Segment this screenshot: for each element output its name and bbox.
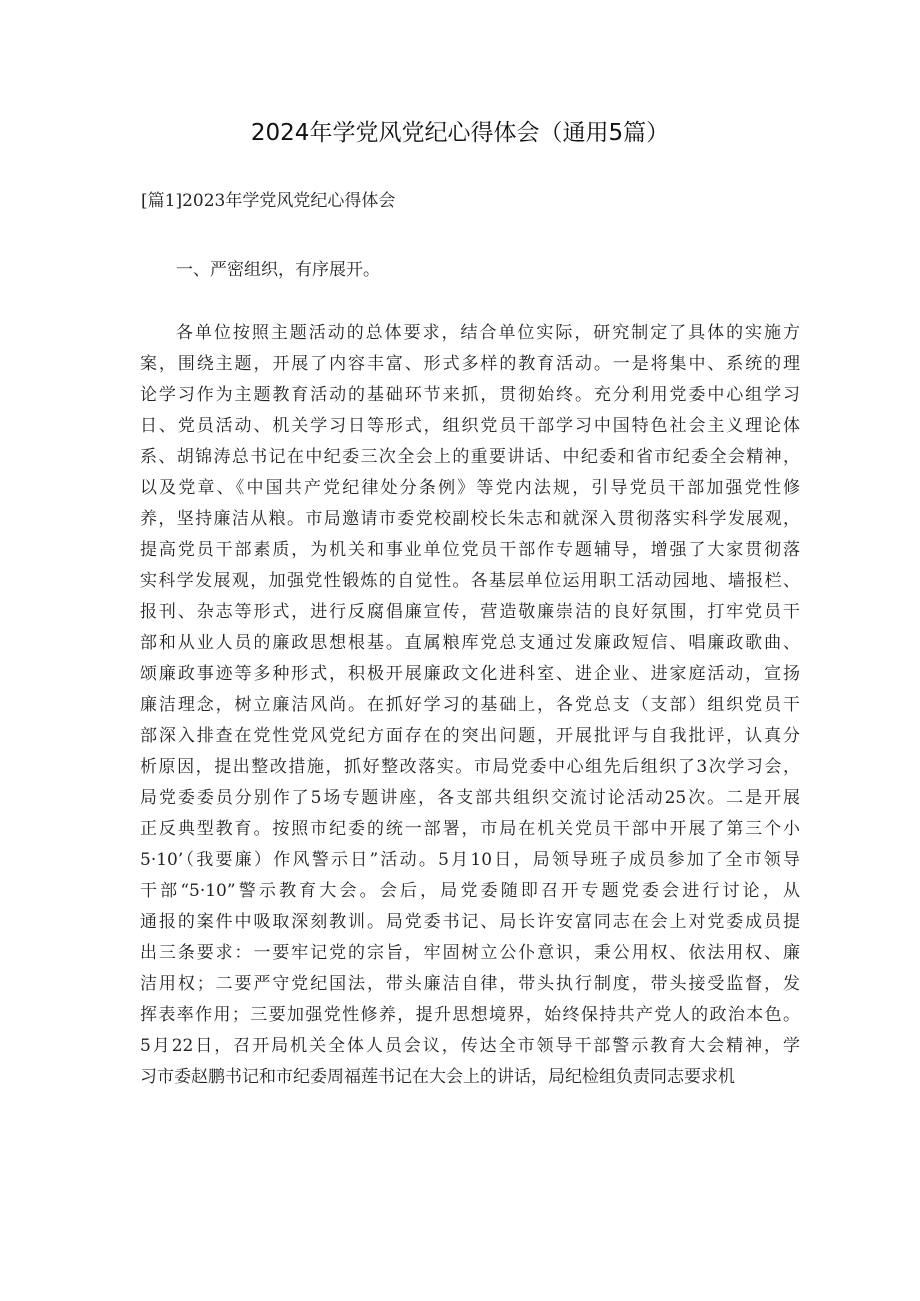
paragraph-line: 5·10’（我要廉）作风警示日”活动。5月10日，局领导班子成员参加了全市领导 xyxy=(140,850,800,870)
paragraph-line: 正反典型教育。按照市纪委的统一部署，市局在机关党员干部中开展了第三个小 xyxy=(140,819,800,839)
paragraph-line: 养，坚持廉洁从粮。市局邀请市委党校副校长朱志和就深入贯彻落实科学发展观， xyxy=(140,509,800,529)
paragraph-line: 洁用权；二要严守党纪国法，带头廉洁自律，带头执行制度，带头接受监督，发 xyxy=(140,974,800,994)
paragraph-line: 部和从业人员的廉政思想根基。直属粮库党总支通过发廉政短信、唱廉政歌曲、 xyxy=(140,633,800,653)
section-heading: 一、严密组织，有序展开。 xyxy=(176,260,380,280)
paragraph-line: 出三条要求：一要牢记党的宗旨，牢固树立公仆意识，秉公用权、依法用权、廉 xyxy=(140,943,800,963)
paragraph-line: 论学习作为主题教育活动的基础环节来抓，贯彻始终。充分利用党委中心组学习 xyxy=(140,385,800,405)
paragraph-line: 提高党员干部素质，为机关和事业单位党员干部作专题辅导，增强了大家贯彻落 xyxy=(140,540,800,560)
paragraph-line: 实科学发展观，加强党性锻炼的自觉性。各基层单位运用职工活动园地、墙报栏、 xyxy=(140,571,800,591)
document-title: 2024年学党风党纪心得体会（通用5篇） xyxy=(250,120,670,146)
paragraph-line: 局党委委员分别作了5场专题讲座，各支部共组织交流讨论活动25次。二是开展 xyxy=(140,788,800,808)
paragraph-line: 5月22日，召开局机关全体人员会议，传达全市领导干部警示教育大会精神，学 xyxy=(140,1036,800,1056)
paragraph-line: 干部“5·10”警示教育大会。会后，局党委随即召开专题党委会进行讨论，从 xyxy=(140,881,800,901)
paragraph-line: 析原因，提出整改措施，抓好整改落实。市局党委中心组先后组织了3次学习会， xyxy=(140,757,800,777)
paragraph-line: 系、胡锦涛总书记在中纪委三次全会上的重要讲话、中纪委和省市纪委全会精神， xyxy=(140,447,800,467)
paragraph-line: 廉洁理念，树立廉洁风尚。在抓好学习的基础上，各党总支（支部）组织党员干 xyxy=(140,695,800,715)
paragraph-line: 各单位按照主题活动的总体要求，结合单位实际，研究制定了具体的实施方 xyxy=(176,323,800,343)
paragraph-line: 以及党章、《中国共产党纪律处分条例》等党内法规，引导党员干部加强党性修 xyxy=(140,478,800,498)
paragraph-line: 案，围绕主题，开展了内容丰富、形式多样的教育活动。一是将集中、系统的理 xyxy=(140,354,800,374)
body-paragraph xyxy=(140,318,800,1093)
paragraph-line: 日、党员活动、机关学习日等形式，组织党员干部学习中国特色社会主义理论体 xyxy=(140,416,800,436)
paragraph-line: 报刊、杂志等形式，进行反腐倡廉宣传，营造敬廉崇洁的良好氛围，打牢党员干 xyxy=(140,602,800,622)
paragraph-line: 颂廉政事迹等多种形式，积极开展廉政文化进科室、进企业、进家庭活动，宣扬 xyxy=(140,664,800,684)
chapter-heading: [篇1]2023年学党风党纪心得体会 xyxy=(141,191,396,211)
paragraph-line: 挥表率作用；三要加强党性修养，提升思想境界，始终保持共产党人的政治本色。 xyxy=(140,1005,800,1025)
paragraph-line: 习市委赵鹏书记和市纪委周福莲书记在大会上的讲话，局纪检组负责同志要求机 xyxy=(140,1067,735,1087)
paragraph-line: 通报的案件中吸取深刻教训。局党委书记、局长许安富同志在会上对党委成员提 xyxy=(140,912,800,932)
paragraph-line: 部深入排查在党性党风党纪方面存在的突出问题，开展批评与自我批评，认真分 xyxy=(140,726,800,746)
